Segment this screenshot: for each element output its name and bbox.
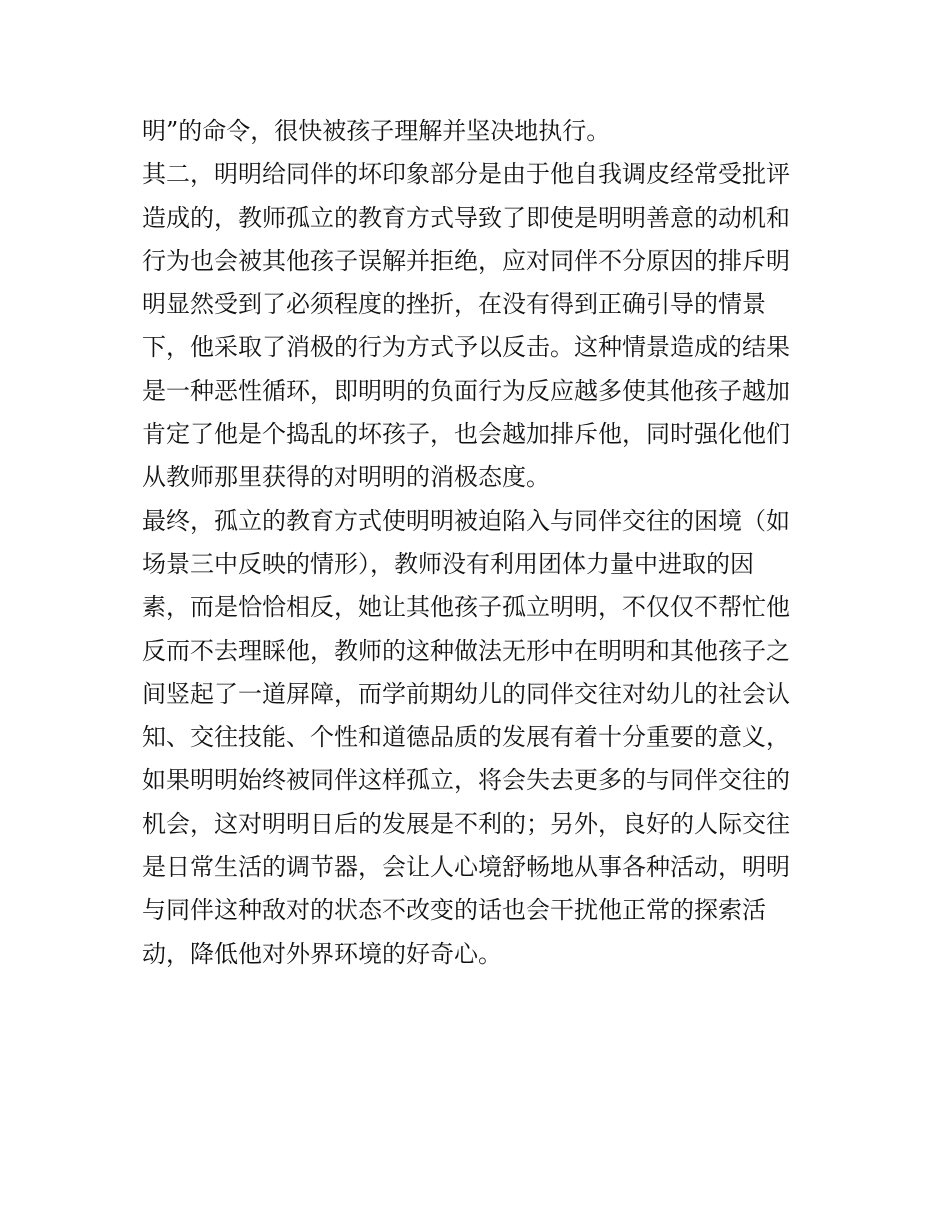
text-line: 知、交往技能、个性和道德品质的发展有着十分重要的意义， bbox=[142, 723, 790, 752]
text-line: 肯定了他是个捣乱的坏孩子，也会越加排斥他，同时强化他们 bbox=[142, 420, 790, 449]
text-line: 是一种恶性循环，即明明的负面行为反应越多使其他孩子越加 bbox=[142, 376, 790, 405]
text-line: 是日常生活的调节器，会让人心境舒畅地从事各种活动，明明 bbox=[142, 853, 790, 882]
text-line: 明显然受到了必须程度的挫折，在没有得到正确引导的情景 bbox=[142, 290, 766, 319]
text-line: 动，降低他对外界环境的好奇心。 bbox=[142, 939, 502, 968]
text-line: 行为也会被其他孩子误解并拒绝，应对同伴不分原因的排斥明 bbox=[142, 246, 790, 275]
text-line: 素，而是恰恰相反，她让其他孩子孤立明明，不仅仅不帮忙他 bbox=[142, 593, 790, 622]
text-line: 间竖起了一道屏障，而学前期幼儿的同伴交往对幼儿的社会认 bbox=[142, 679, 790, 708]
text-line: 下，他采取了消极的行为方式予以反击。这种情景造成的结果 bbox=[142, 333, 790, 362]
text-line: 造成的，教师孤立的教育方式导致了即使是明明善意的动机和 bbox=[142, 203, 790, 232]
text-line: 从教师那里获得的对明明的消极态度。 bbox=[142, 463, 550, 492]
text-line: 与同伴这种敌对的状态不改变的话也会干扰他正常的探索活 bbox=[142, 896, 766, 925]
text-line: 最终，孤立的教育方式使明明被迫陷入与同伴交往的困境（如 bbox=[142, 506, 790, 535]
text-line: 如果明明始终被同伴这样孤立，将会失去更多的与同伴交往的 bbox=[142, 766, 790, 795]
text-line: 机会，这对明明日后的发展是不利的；另外，良好的人际交往 bbox=[142, 809, 790, 838]
body-text bbox=[142, 110, 822, 976]
text-line: 场景三中反映的情形），教师没有利用团体力量中进取的因 bbox=[142, 549, 754, 578]
text-line: 其二，明明给同伴的坏印象部分是由于他自我调皮经常受批评 bbox=[142, 160, 790, 189]
text-line: 明”的命令，很快被孩子理解并坚决地执行。 bbox=[142, 117, 611, 145]
text-line: 反而不去理睬他，教师的这种做法无形中在明明和其他孩子之 bbox=[142, 636, 790, 665]
